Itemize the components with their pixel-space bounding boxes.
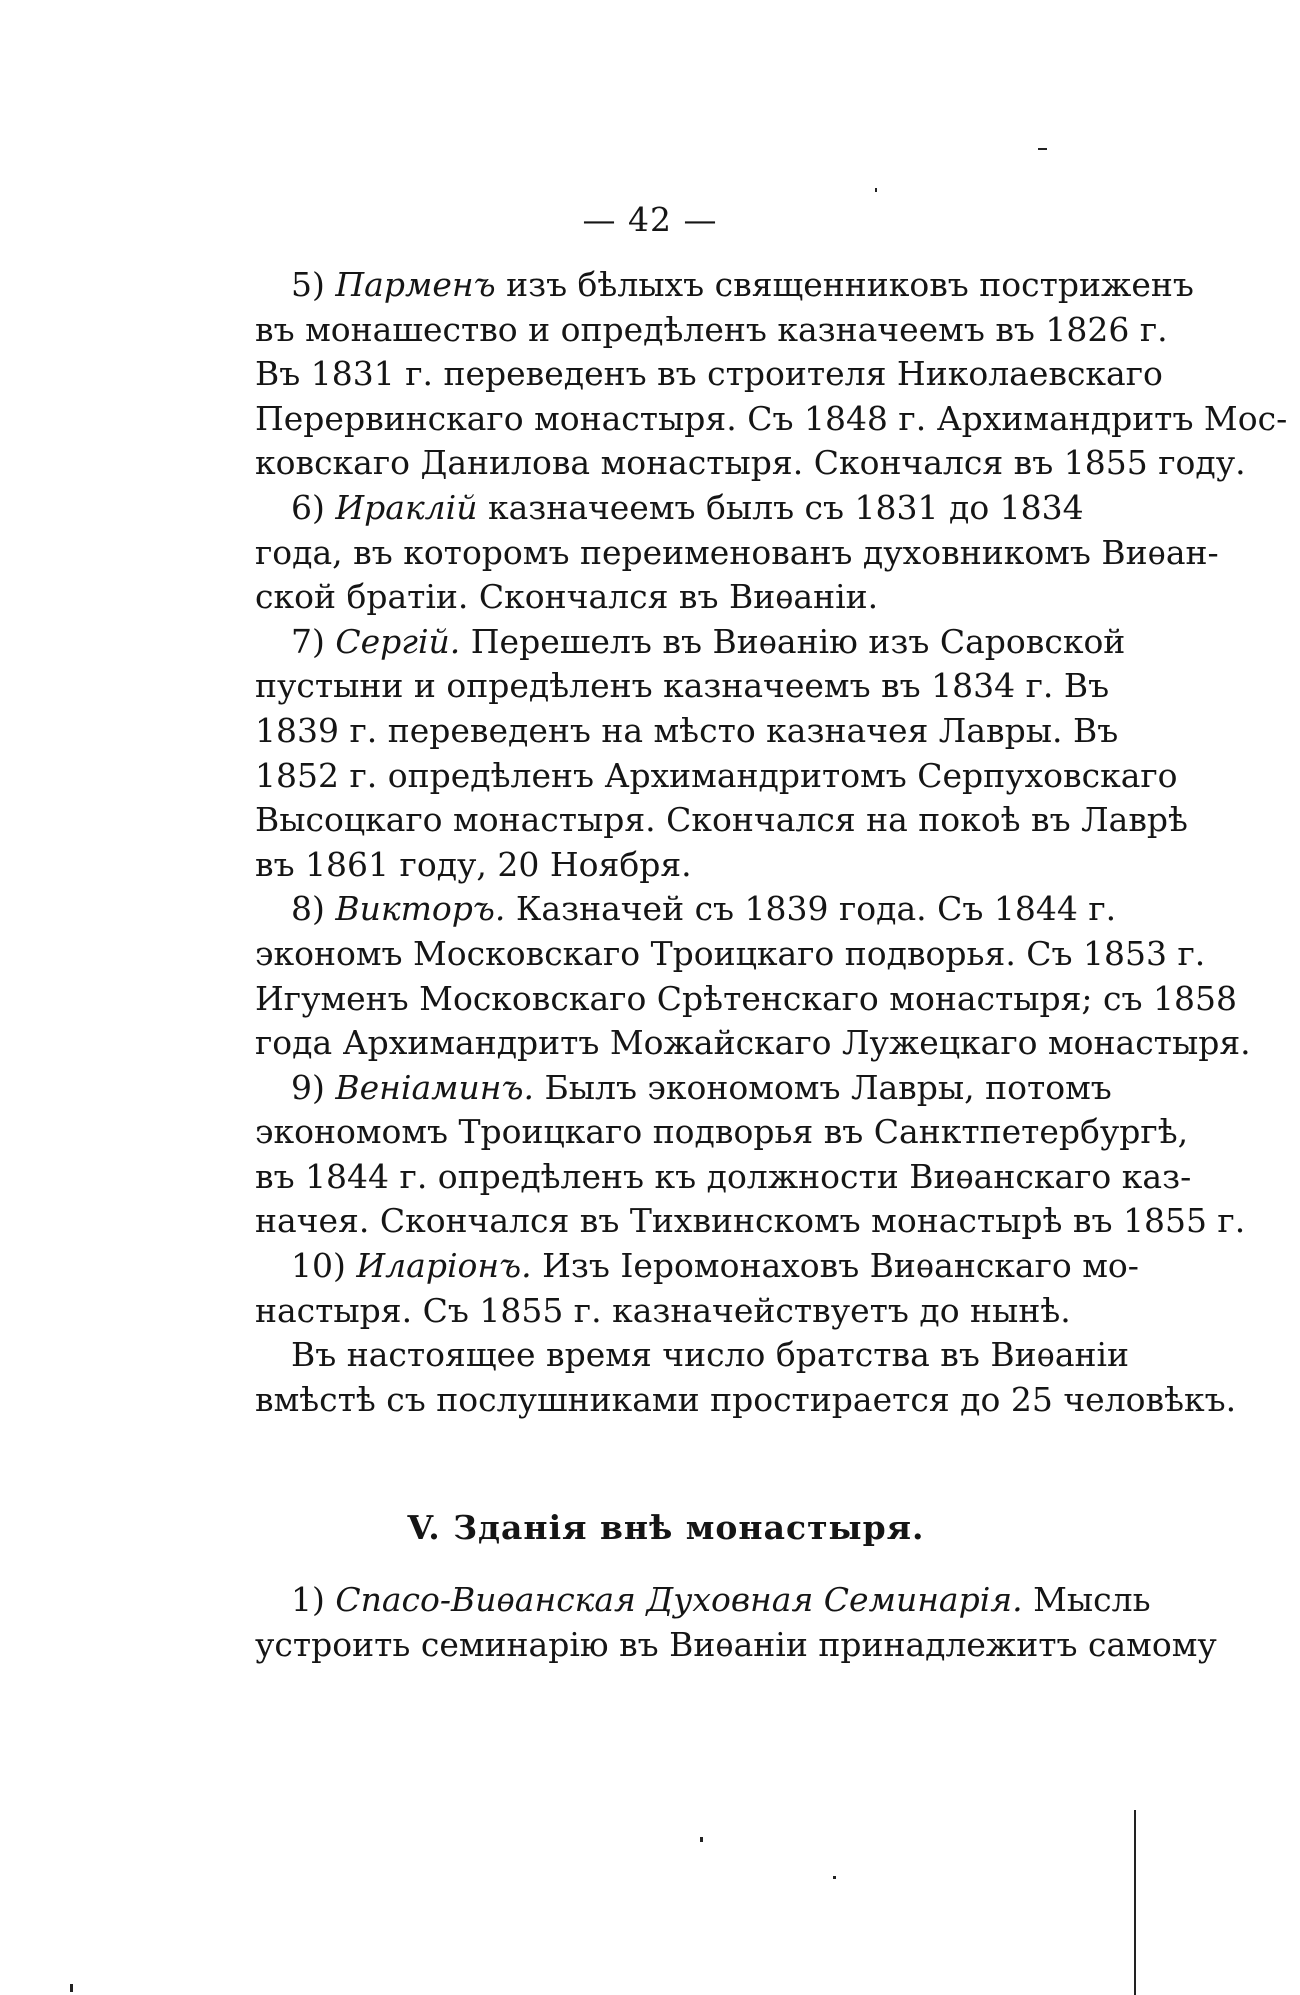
entry-text: Изъ Іеромонаховъ Виѳанскаго мо- — [542, 1246, 1139, 1286]
section-body — [255, 1578, 1217, 1667]
entry-number: 5) — [291, 265, 325, 304]
monk-list — [255, 263, 1288, 1422]
section-entry-line-2: устроить семинарію въ Виѳаніи принадлежитъ самому — [255, 1624, 1217, 1664]
entry-name: Веніаминъ. — [335, 1067, 534, 1107]
scan-speck — [700, 1837, 703, 1842]
entry-text: Былъ экономомъ Лавры, потомъ — [544, 1067, 1112, 1107]
entry-number: 6) — [291, 487, 325, 527]
entry-8-line-3: Игуменъ Московскаго Срѣтенскаго монастыря; съ 1858 — [255, 978, 1237, 1018]
scan-speck — [1038, 148, 1047, 150]
entry-8-line-2: экономъ Московскаго Троицкаго подворья. Съ 1853 г. — [255, 933, 1206, 973]
section-heading: V. Зданія внѣ монастыря. — [407, 1508, 925, 1547]
page-number: — 42 — — [582, 200, 718, 239]
entry-number: 8) — [291, 889, 325, 929]
entry-number: 1) — [291, 1580, 325, 1619]
section-entry-line-1 — [255, 1578, 1151, 1623]
scan-speck — [875, 188, 877, 192]
entry-5-line-1 — [255, 263, 1194, 308]
entry-7-line-3: 1839 г. переведенъ на мѣсто казначея Лавры. Въ — [255, 710, 1119, 750]
entry-8-line-4: года Архимандритъ Можайскаго Лужецкаго монастыря. — [255, 1023, 1251, 1063]
entry-5-line-2: въ монашество и опредѣленъ казначеемъ въ 1826 г. — [255, 309, 1168, 349]
entry-number: 7) — [291, 621, 325, 661]
entry-text: казначеемъ былъ съ 1831 до 1834 — [487, 487, 1084, 527]
entry-6-line-1 — [255, 486, 1084, 531]
entry-9-line-1 — [255, 1066, 1112, 1111]
entry-7-line-4: 1852 г. опредѣленъ Архимандритомъ Серпуховскаго — [255, 755, 1178, 795]
entry-name: Иларіонъ. — [356, 1246, 532, 1286]
entry-name: Викторъ. — [335, 889, 506, 929]
entry-5-line-4: Перервинскаго монастыря. Съ 1848 г. Архимандритъ Мос- — [255, 398, 1288, 438]
entry-number: 10) — [291, 1246, 346, 1286]
entry-6-line-3: ской братіи. Скончался въ Виѳаніи. — [255, 577, 879, 617]
entry-9-line-4: начея. Скончался въ Тихвинскомъ монастырѣ въ 1855 г. — [255, 1201, 1246, 1241]
entry-text: Казначей съ 1839 года. Съ 1844 г. — [515, 889, 1117, 929]
entry-5-line-5: ковскаго Данилова монастыря. Скончался въ 1855 году. — [255, 443, 1246, 483]
entry-8-line-1 — [255, 887, 1117, 932]
entry-5-line-3: Въ 1831 г. переведенъ въ строителя Николаевскаго — [255, 354, 1163, 394]
entry-name: Сергій. — [335, 621, 461, 661]
scan-speck — [70, 1984, 73, 1992]
entry-10-line-2: настыря. Съ 1855 г. казначействуетъ до нынѣ. — [255, 1290, 1071, 1330]
summary-line-1: Въ настоящее время число братства въ Виѳаніи — [291, 1335, 1130, 1375]
scan-speck — [833, 1876, 836, 1879]
entry-number: 9) — [291, 1067, 325, 1107]
summary-line-2: вмѣстѣ съ послушниками простирается до 25 человѣкъ. — [255, 1379, 1237, 1419]
entry-9-line-3: въ 1844 г. опредѣленъ къ должности Виѳанскаго каз- — [255, 1156, 1192, 1196]
page-edge-line — [1134, 1810, 1136, 1995]
entry-name: Ираклій — [335, 487, 478, 527]
entry-name: Спасо-Виѳанская Духовная Семинарія. — [335, 1580, 1023, 1619]
entry-text: изъ бѣлыхъ священниковъ постриженъ — [506, 265, 1194, 304]
entry-name: Парменъ — [335, 265, 496, 304]
entry-7-line-1 — [255, 620, 1126, 665]
entry-9-line-2: экономомъ Троицкаго подворья въ Санктпетербургѣ, — [255, 1112, 1189, 1152]
entry-6-line-2: года, въ которомъ переименованъ духовникомъ Виѳан- — [255, 532, 1219, 572]
entry-text: Мысль — [1033, 1580, 1151, 1619]
entry-7-line-2: пустыни и опредѣленъ казначеемъ въ 1834 г. Въ — [255, 666, 1110, 706]
entry-7-line-6: въ 1861 году, 20 Ноября. — [255, 844, 692, 884]
entry-7-line-5: Высоцкаго монастыря. Скончался на покоѣ въ Лаврѣ — [255, 800, 1188, 840]
entry-text: Перешелъ въ Виѳанію изъ Саровской — [470, 621, 1126, 661]
entry-10-line-1 — [255, 1244, 1139, 1289]
